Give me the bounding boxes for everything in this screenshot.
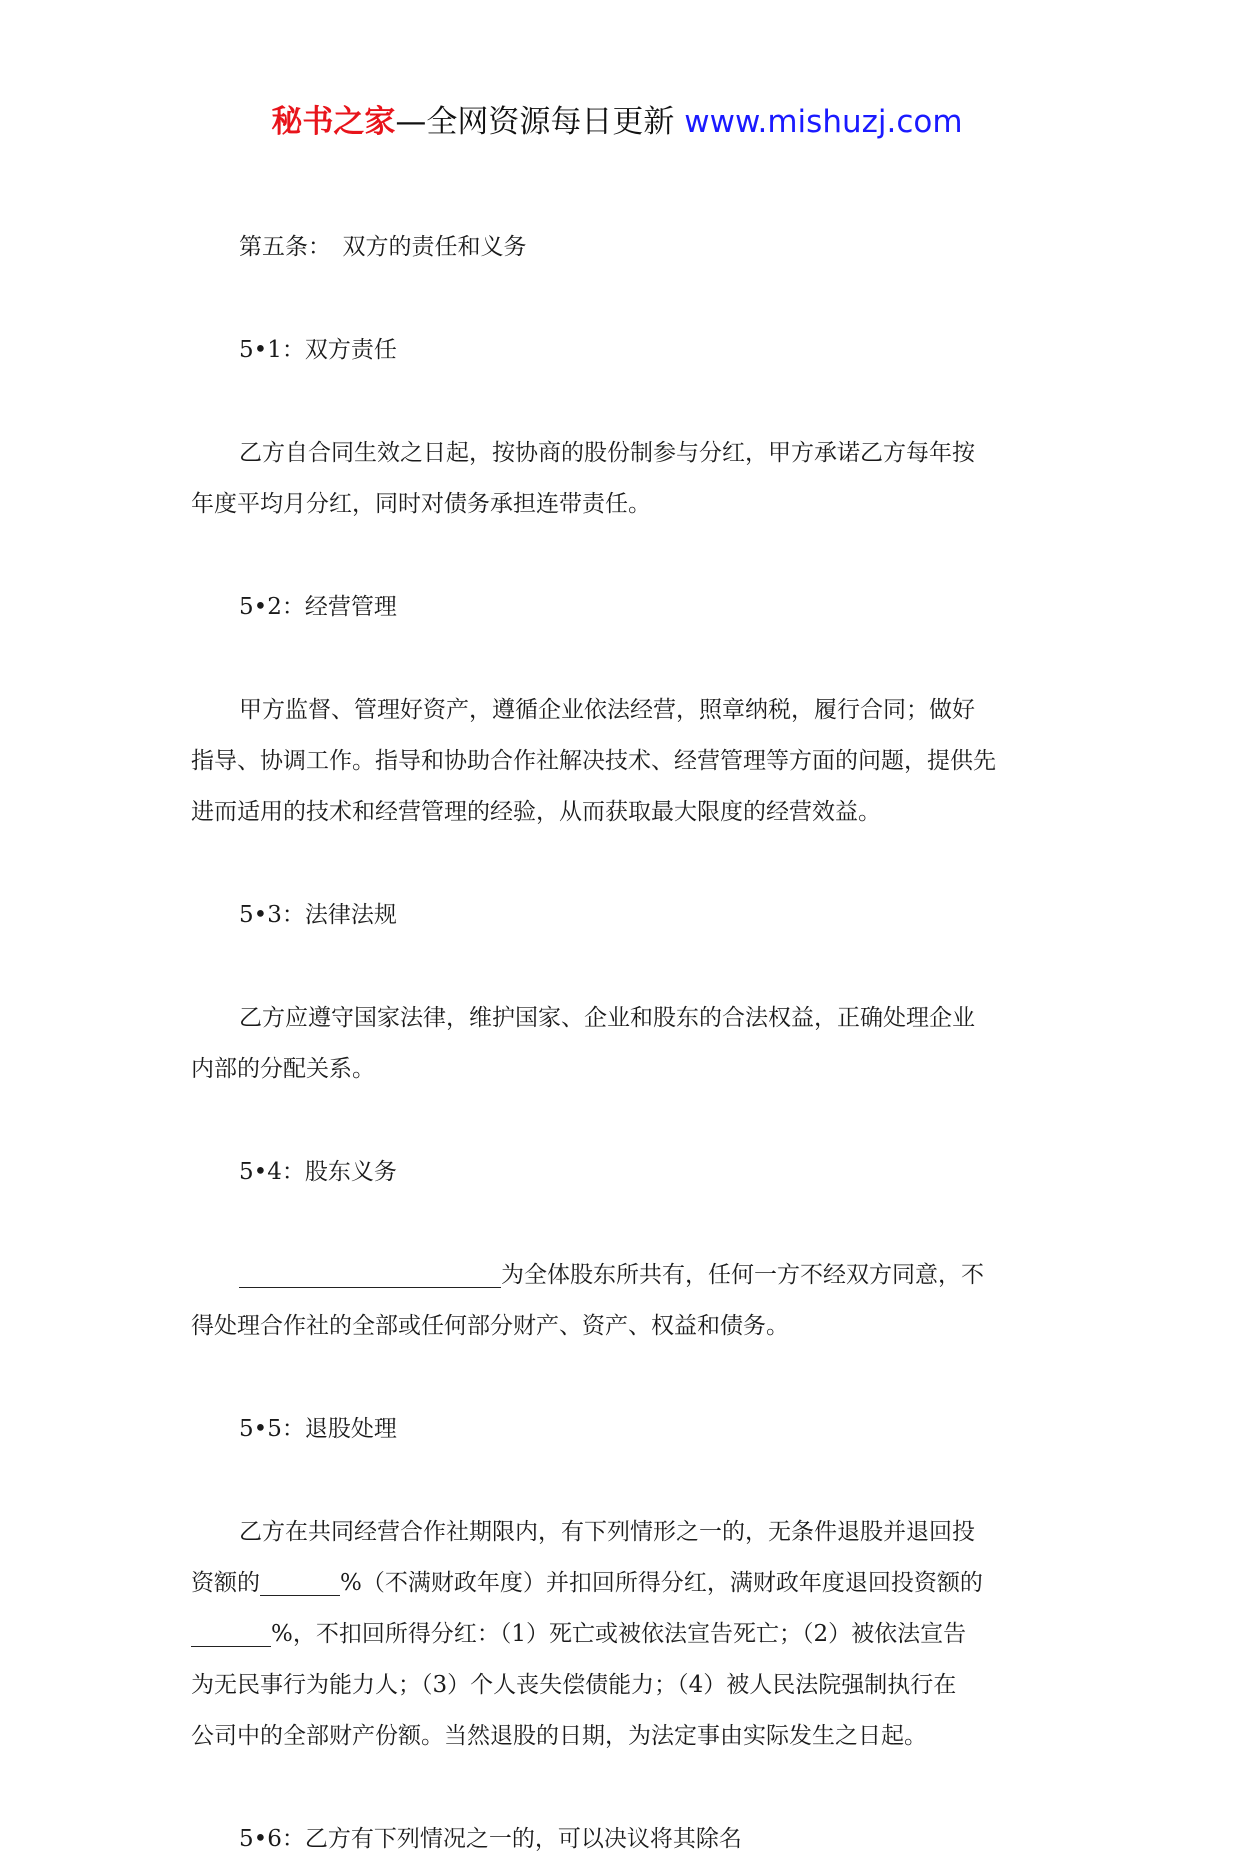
section-5-5-text-line: 公司中的全部财产份额。当然退股的日期，为法定事由实际发生之日起。 — [191, 1723, 927, 1749]
article-title: 第五条： 双方的责任和义务 — [239, 234, 527, 260]
section-5-4-text-line: 得处理合作社的全部或任何部分财产、资产、权益和债务。 — [191, 1313, 789, 1339]
section-5-2-text-line: 指导、协调工作。指导和协助合作社解决技术、经营管理等方面的问题，提供先 — [191, 748, 996, 774]
section-5-1-text-line: 年度平均月分红，同时对债务承担连带责任。 — [191, 491, 651, 517]
section-5-5-heading: 5•5：退股处理 — [239, 1416, 397, 1442]
section-5-4-heading: 5•4：股东义务 — [239, 1159, 397, 1185]
section-5-3-heading: 5•3：法律法规 — [239, 902, 397, 928]
website-url[interactable]: www.mishuzj.com — [684, 104, 963, 140]
section-5-3-text-line: 内部的分配关系。 — [191, 1056, 375, 1082]
section-5-5-text-line: %，不扣回所得分红：（1）死亡或被依法宣告死亡；（2）被依法宣告 — [191, 1609, 1061, 1660]
section-5-2-text-line: 甲方监督、管理好资产，遵循企业依法经营，照章纳税，履行合同；做好 — [239, 697, 975, 723]
section-5-5-text-line: 资额的 %（不满财政年度）并扣回所得分红，满财政年度退回投资额的 — [191, 1558, 1061, 1609]
fill-in-blank[interactable] — [239, 1255, 501, 1288]
fill-in-blank-percent[interactable] — [260, 1563, 340, 1596]
fill-in-blank-percent[interactable] — [191, 1614, 271, 1647]
section-5-5-text-line: 乙方在共同经营合作社期限内，有下列情形之一的，无条件退股并退回投 — [239, 1519, 975, 1545]
section-5-3-text-line: 乙方应遵守国家法律，维护国家、企业和股东的合法权益，正确处理企业 — [239, 1005, 975, 1031]
brand-name: 秘书之家 — [271, 104, 396, 140]
section-5-2-text-line: 进而适用的技术和经营管理的经验，从而获取最大限度的经营效益。 — [191, 799, 881, 825]
site-header — [0, 100, 1234, 144]
document-body — [191, 222, 1061, 1865]
section-5-6-heading: 5•6：乙方有下列情况之一的，可以决议将其除名 — [239, 1826, 742, 1852]
section-5-5-text-line: 为无民事行为能力人；（3）个人丧失偿债能力；（4）被人民法院强制执行在 — [191, 1672, 957, 1698]
section-5-2-heading: 5•2：经营管理 — [239, 594, 397, 620]
section-5-4-text-line: 为全体股东所共有，任何一方不经双方同意，不 — [191, 1250, 1061, 1301]
section-5-1-heading: 5•1：双方责任 — [239, 337, 397, 363]
section-5-1-text-line: 乙方自合同生效之日起，按协商的股份制参与分红，甲方承诺乙方每年按 — [239, 440, 975, 466]
header-slogan: —全网资源每日更新 — [395, 104, 675, 140]
